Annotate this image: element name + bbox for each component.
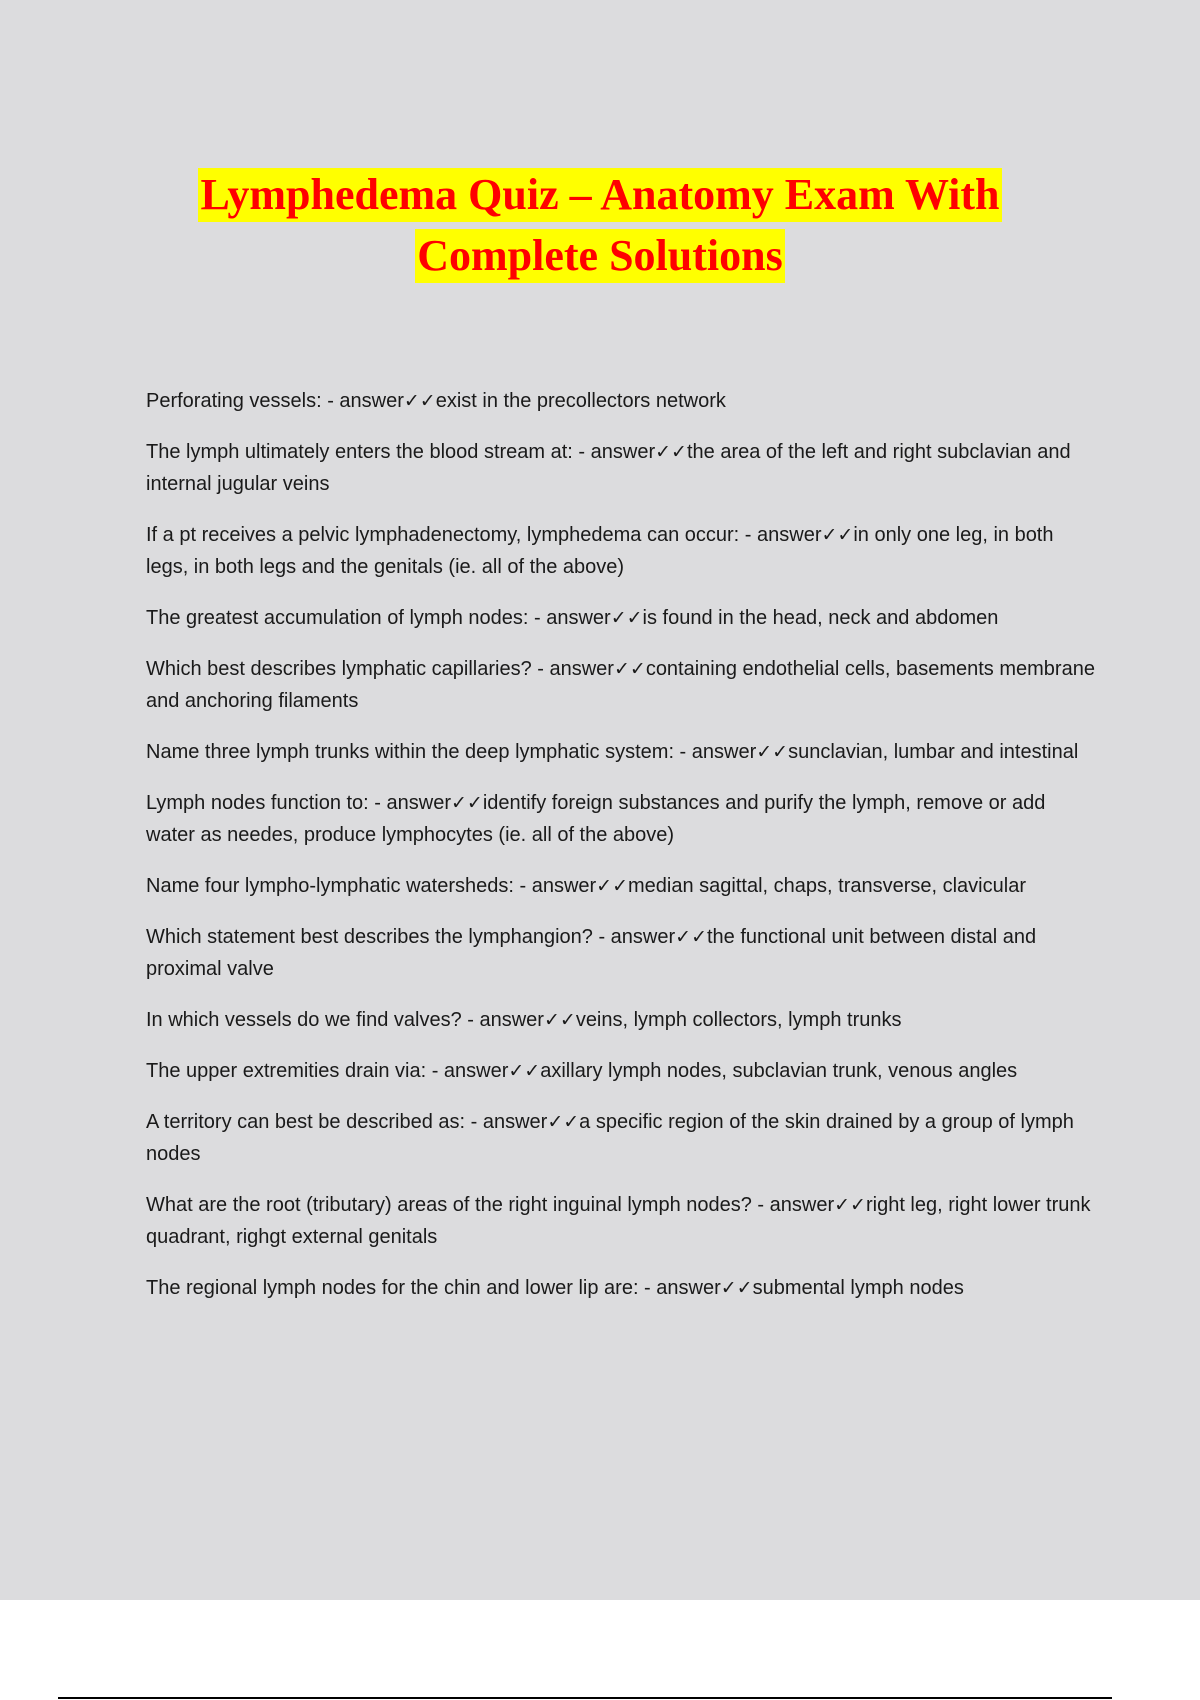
check-marks-icon: ✓✓ [655,441,687,463]
question-text: If a pt receives a pelvic lymphadenectomy, lymphedema can occur: [146,524,740,546]
question-text: Name three lymph trunks within the deep lymphatic system: [146,741,674,763]
qa-item [146,385,1096,417]
check-marks-icon: ✓✓ [543,1009,576,1031]
question-text: A territory can best be described as: [146,1111,466,1133]
answer-label: - answer [465,1111,548,1133]
check-marks-icon: ✓✓ [675,926,707,948]
answer-text: submental lymph nodes [752,1277,964,1299]
answer-text: veins, lymph collectors, lymph trunks [575,1009,902,1031]
title-line-1: Lymphedema Quiz – Anatomy Exam With [198,168,1001,222]
check-marks-icon: ✓✓ [610,607,643,629]
answer-label: - answer [368,792,451,814]
answer-text: identify foreign substances and purify the lymph, remove or add water as needes, produce lymphocytes (ie. all of the above) [146,792,1046,846]
qa-item [146,736,1096,768]
check-marks-icon: ✓✓ [756,741,789,763]
answer-text: the functional unit between distal and proximal valve [146,926,1037,980]
qa-item [146,870,1096,902]
answer-text: is found in the head, neck and abdomen [642,607,999,629]
document-title [0,168,1200,290]
qa-item [146,921,1096,985]
qa-item [146,653,1096,717]
answer-text: axillary lymph nodes, subclavian trunk, venous angles [540,1060,1018,1082]
check-marks-icon: ✓✓ [547,1111,580,1133]
qa-item [146,436,1096,500]
check-marks-icon: ✓✓ [720,1277,753,1299]
title-line-2: Complete Solutions [415,229,784,283]
question-text: Name four lympho-lymphatic watersheds: [146,875,514,897]
question-text: Perforating vessels: [146,390,322,412]
answer-label: - answer [638,1277,721,1299]
answer-text: the area of the left and right subclavian and internal jugular veins [146,441,1071,495]
qa-item [146,1055,1096,1087]
answer-text: exist in the precollectors network [435,390,726,412]
qa-item [146,787,1096,851]
qa-item [146,1272,1096,1304]
qa-item [146,1004,1096,1036]
answer-label: - answer [592,926,676,948]
question-text: Which best describes lymphatic capillaries? [146,658,532,680]
answer-text: sunclavian, lumbar and intestinal [788,741,1079,763]
check-marks-icon: ✓✓ [403,390,436,412]
answer-text: right leg, right lower trunk quadrant, righgt external genitals [146,1194,1091,1248]
answer-label: - answer [321,390,404,412]
question-text: Which statement best describes the lymphangion? [146,926,593,948]
question-text: The greatest accumulation of lymph nodes: [146,607,529,629]
check-marks-icon: ✓✓ [450,792,483,814]
question-text: The upper extremities drain via: [146,1060,427,1082]
answer-label: - answer [528,607,611,629]
check-marks-icon: ✓✓ [834,1194,866,1216]
question-text: What are the root (tributary) areas of the right inguinal lymph nodes? [146,1194,752,1216]
question-text: In which vessels do we find valves? [146,1009,462,1031]
qa-list [146,385,1096,1323]
answer-label: - answer [461,1009,544,1031]
check-marks-icon: ✓✓ [613,658,646,680]
check-marks-icon: ✓✓ [821,524,854,546]
answer-label: - answer [531,658,614,680]
answer-text: in only one leg, in both legs, in both legs and the genitals (ie. all of the above) [146,524,1054,578]
question-text: The lymph ultimately enters the blood stream at: [146,441,573,463]
answer-label: - answer [426,1060,509,1082]
question-text: Lymph nodes function to: [146,792,369,814]
answer-label: - answer [513,875,597,897]
answer-label: - answer [751,1194,835,1216]
qa-item [146,602,1096,634]
qa-item [146,519,1096,583]
check-marks-icon: ✓✓ [508,1060,541,1082]
answer-text: a specific region of the skin drained by a group of lymph nodes [146,1111,1074,1165]
answer-text: containing endothelial cells, basements membrane and anchoring filaments [146,658,1095,712]
qa-item [146,1106,1096,1170]
qa-item [146,1189,1096,1253]
footer-divider [58,1697,1112,1699]
check-marks-icon: ✓✓ [596,875,629,897]
answer-text: median sagittal, chaps, transverse, clavicular [628,875,1026,897]
question-text: The regional lymph nodes for the chin and lower lip are: [146,1277,639,1299]
answer-label: - answer [739,524,822,546]
answer-label: - answer [572,441,656,463]
answer-label: - answer [674,741,757,763]
